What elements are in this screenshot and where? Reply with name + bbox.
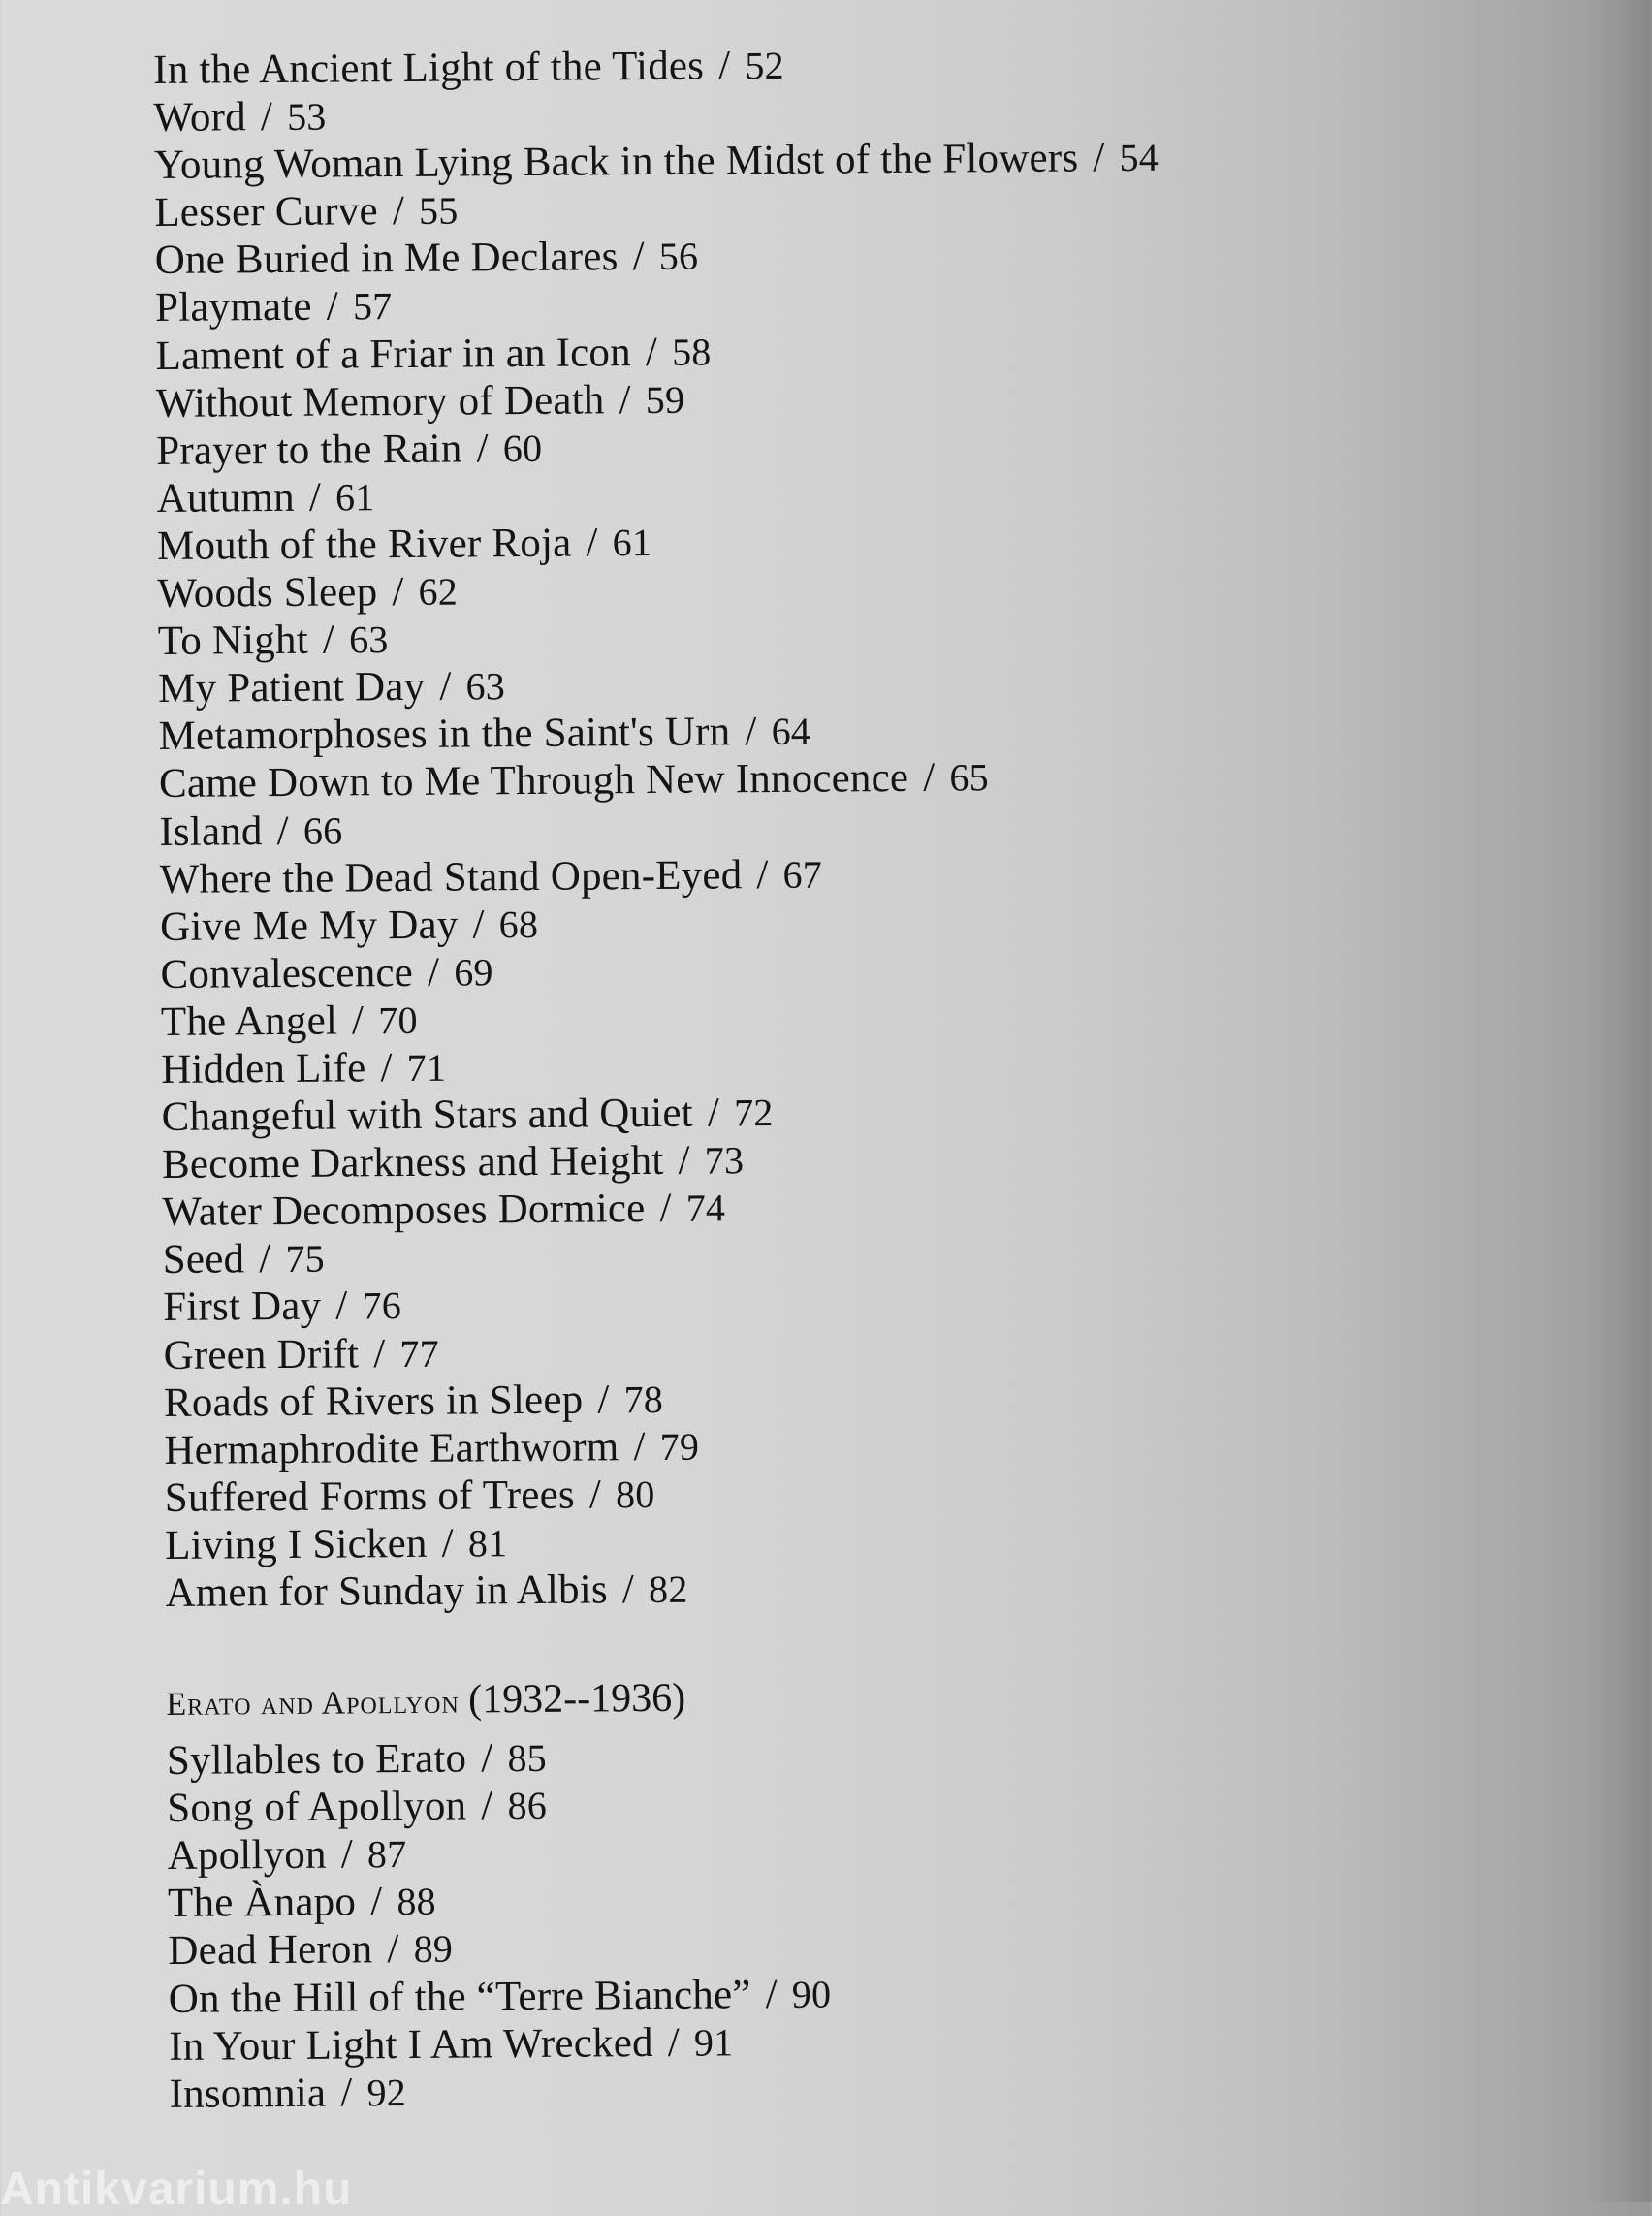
toc-entry-title: Without Memory of Death: [155, 377, 605, 427]
toc-entry-title: Apollyon: [167, 1831, 327, 1880]
toc-entry-separator: /: [481, 1783, 493, 1829]
toc-entry-page: 60: [502, 426, 543, 470]
toc-entry-page: 74: [685, 1186, 726, 1230]
toc-entry-separator: /: [326, 283, 339, 331]
toc-entry-title: Convalescence: [160, 949, 414, 997]
toc-entry: [169, 2060, 1429, 2117]
toc-entry-separator: /: [335, 1282, 348, 1329]
toc-entry-page: 53: [286, 94, 327, 140]
toc-entry-separator: /: [659, 1186, 672, 1232]
toc-entry-separator: /: [427, 949, 440, 996]
toc-entry-title: My Patient Day: [158, 664, 426, 712]
toc-entry-title: To Night: [157, 617, 309, 665]
toc-entry-page: 68: [498, 902, 539, 946]
toc-entry-separator: /: [439, 663, 452, 710]
toc-entry-title: Lament of a Friar in an Icon: [155, 329, 632, 379]
toc-entry-page: 92: [366, 2070, 407, 2115]
toc-entry-page: 75: [285, 1236, 326, 1282]
toc-entry-title: The Ànapo: [167, 1879, 357, 1927]
toc-entry-title: Lesser Curve: [154, 188, 378, 237]
toc-entry-separator: /: [645, 329, 658, 375]
toc-entry-separator: /: [588, 1472, 602, 1518]
toc-entry-title: Where the Dead Stand Open-Eyed: [159, 851, 743, 902]
toc-entry-title: Living I Sicken: [164, 1520, 428, 1568]
toc-entry-title: Prayer to the Rain: [156, 426, 462, 474]
toc-entry-separator: /: [387, 1926, 399, 1973]
toc-entry-separator: /: [472, 902, 485, 948]
toc-entry-page: 67: [782, 852, 823, 897]
toc-entry-title: Become Darkness and Height: [161, 1138, 664, 1188]
toc-entry-page: 63: [348, 617, 389, 662]
toc-entry-title: On the Hill of the “Terre Bianche”: [168, 1971, 751, 2022]
toc-entry-separator: /: [260, 94, 273, 141]
toc-entry-title: Song of Apollyon: [167, 1783, 467, 1832]
toc-entry-page: 58: [671, 330, 712, 374]
toc-entry-page: 63: [465, 664, 506, 709]
toc-entry-separator: /: [369, 1879, 383, 1925]
toc-entry-page: 72: [733, 1091, 774, 1135]
toc-entry-page: 82: [648, 1567, 688, 1612]
toc-entry-title: Give Me My Day: [159, 902, 459, 950]
toc-entry-separator: /: [633, 1423, 646, 1470]
section-years: (1932--1936): [468, 1675, 686, 1723]
toc-entry-title: Seed: [162, 1236, 245, 1283]
toc-entry-separator: /: [392, 569, 404, 616]
toc-entry-title: Hidden Life: [161, 1045, 366, 1092]
toc-entry-separator: /: [923, 755, 936, 802]
toc-entry-separator: /: [717, 43, 731, 89]
toc-entry-page: 59: [645, 377, 685, 422]
toc-entry-separator: /: [322, 617, 335, 663]
toc-entry-separator: /: [308, 474, 322, 521]
toc-entry-separator: /: [765, 1971, 778, 2017]
toc-entry-page: 86: [507, 1784, 548, 1828]
toc-entry-separator: /: [678, 1137, 690, 1184]
toc-entry-title: First Day: [163, 1283, 322, 1331]
toc-entry-page: 52: [745, 43, 784, 88]
toc-entry-separator: /: [351, 997, 365, 1044]
toc-entry-page: 80: [615, 1472, 655, 1517]
toc-entry-title: Suffered Forms of Trees: [164, 1472, 575, 1521]
toc-entry-page: 64: [771, 710, 811, 754]
toc-entry-title: Metamorphoses in the Saint's Urn: [158, 709, 731, 760]
toc-entry-title: Island: [159, 807, 263, 855]
toc-entry-page: 61: [612, 520, 652, 565]
toc-list-part1: [153, 37, 1426, 1617]
toc-entry-title: Amen for Sunday in Albis: [165, 1567, 608, 1616]
toc-entry-title: Woods Sleep: [157, 569, 378, 617]
watermark: Antikvarium.hu: [0, 2164, 353, 2215]
toc-entry-page: 69: [454, 950, 493, 995]
toc-entry-page: 73: [704, 1138, 745, 1183]
toc-entry-separator: /: [632, 234, 645, 280]
toc-entry-title: Dead Heron: [168, 1926, 373, 1975]
page-edge-shadow: [1584, 0, 1652, 2202]
toc-entry-separator: /: [441, 1520, 455, 1567]
toc-entry-separator: /: [276, 807, 290, 854]
toc-entry-separator: /: [380, 1045, 393, 1092]
toc-entry-separator: /: [373, 1330, 386, 1377]
toc-entry-separator: /: [619, 376, 631, 423]
toc-entry-title: Hermaphrodite Earthworm: [164, 1423, 620, 1473]
toc-entry-title: Mouth of the River Roja: [156, 520, 572, 569]
toc-entry-separator: /: [586, 520, 598, 566]
toc-entry-page: 56: [658, 234, 699, 279]
toc-entry-separator: /: [481, 1735, 493, 1782]
table-of-contents: [153, 37, 1430, 2118]
toc-entry-page: 78: [623, 1377, 664, 1421]
toc-entry-separator: /: [476, 426, 489, 472]
toc-entry-separator: /: [756, 851, 769, 898]
toc-entry-title: In the Ancient Light of the Tides: [153, 43, 705, 93]
toc-entry-title: Playmate: [154, 284, 312, 332]
toc-entry-separator: /: [340, 1831, 354, 1878]
toc-entry-page: 90: [791, 1972, 832, 2016]
toc-entry-title: Roads of Rivers in Sleep: [163, 1377, 584, 1426]
toc-entry-page: 55: [418, 188, 459, 234]
toc-entry-title: Young Woman Lying Back in the Midst of the Flowers: [153, 135, 1079, 189]
toc-entry-page: 79: [659, 1424, 700, 1469]
toc-entry-separator: /: [259, 1236, 271, 1282]
toc-entry-separator: /: [597, 1376, 610, 1423]
toc-entry-title: The Angel: [160, 997, 338, 1045]
toc-entry-title: Word: [153, 94, 247, 142]
toc-entry-title: Syllables to Erato: [166, 1735, 467, 1785]
toc-entry-page: 89: [413, 1927, 454, 1972]
toc-entry-separator: /: [707, 1090, 720, 1136]
toc-entry-page: 57: [352, 284, 393, 329]
toc-entry-page: 70: [378, 997, 418, 1043]
toc-list-part2: [167, 1727, 1430, 2118]
toc-entry-page: 71: [406, 1045, 447, 1090]
toc-entry-title: In Your Light I Am Wrecked: [169, 2019, 653, 2070]
toc-entry-page: 76: [362, 1283, 402, 1328]
toc-entry-separator: /: [667, 2019, 681, 2066]
toc-entry-page: 88: [397, 1880, 436, 1924]
toc-entry-title: One Buried in Me Declares: [154, 234, 619, 284]
toc-entry-page: 87: [366, 1832, 407, 1877]
toc-entry-page: 81: [467, 1521, 508, 1566]
toc-entry-page: 66: [302, 807, 343, 853]
toc-entry-title: Came Down to Me Through New Innocence: [158, 755, 909, 807]
toc-entry-page: 77: [399, 1331, 440, 1376]
section-heading: [166, 1658, 1427, 1737]
toc-entry-separator: /: [392, 188, 405, 235]
toc-entry-title: Insomnia: [169, 2070, 327, 2117]
toc-entry-page: 85: [507, 1735, 548, 1781]
toc-entry-title: Green Drift: [163, 1330, 360, 1378]
toc-entry-title: Changeful with Stars and Quiet: [161, 1090, 694, 1141]
section-title: Erato and Apollyon: [166, 1684, 460, 1724]
toc-entry-page: 54: [1119, 136, 1160, 180]
toc-entry-title: Autumn: [156, 474, 295, 522]
toc-entry-page: 62: [418, 569, 459, 614]
toc-entry-page: 65: [949, 755, 990, 800]
toc-entry-page: 61: [334, 475, 375, 520]
toc-entry-separator: /: [1093, 135, 1105, 181]
toc-entry-title: Water Decomposes Dormice: [162, 1186, 646, 1236]
toc-entry-separator: /: [621, 1567, 635, 1613]
toc-entry-page: 91: [693, 2020, 734, 2065]
toc-entry-separator: /: [745, 709, 757, 755]
toc-entry-separator: /: [340, 2070, 353, 2116]
